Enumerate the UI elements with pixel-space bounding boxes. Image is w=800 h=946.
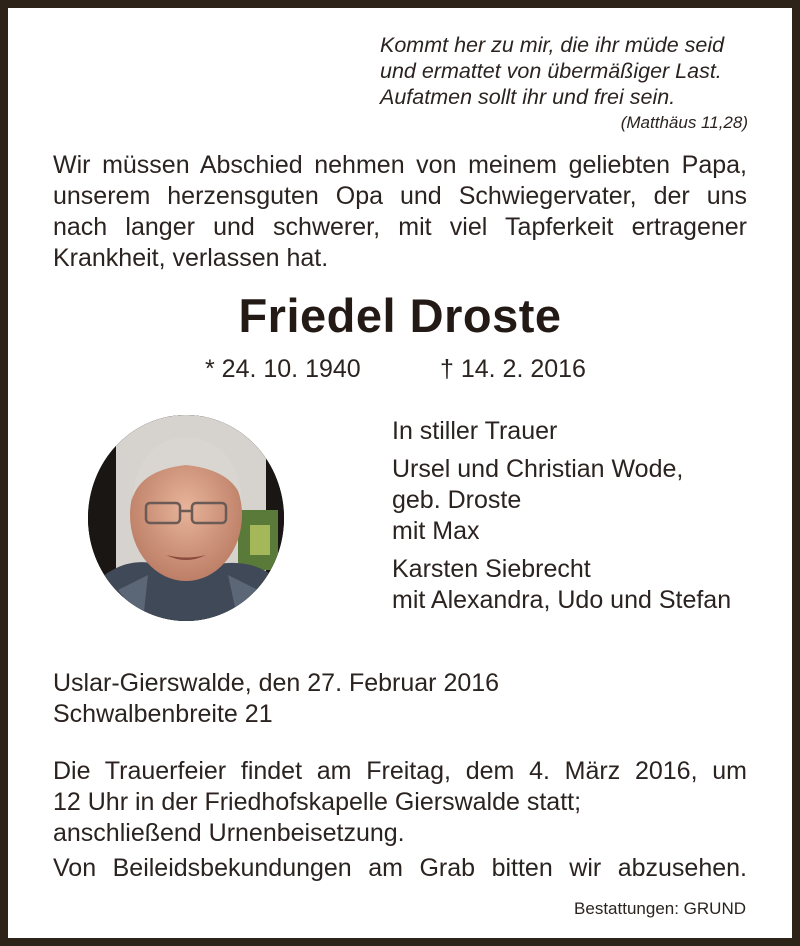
- mourner-line: Ursel und Christian Wode,: [392, 455, 684, 483]
- funeral-home: Bestattungen: GRUND: [574, 899, 746, 918]
- mourning-label: In stiller Trauer: [392, 417, 558, 445]
- bible-quote: [380, 32, 750, 134]
- condolence-note: Von Beileidsbekundungen am Grab bitten wir abzusehen.: [53, 854, 747, 882]
- mourner-line: mit Alexandra, Udo und Stefan: [392, 586, 732, 614]
- mourners: [392, 416, 772, 623]
- deceased-name: Friedel Droste: [238, 289, 562, 342]
- birth-date: * 24. 10. 1940: [205, 355, 361, 383]
- mourner-line: mit Max: [392, 517, 480, 545]
- ceremony-line: anschließend Urnenbeisetzung.: [53, 819, 405, 847]
- ceremony-line: 12 Uhr in der Friedhofskapelle Gierswalde statt;: [53, 788, 582, 816]
- portrait-illustration: [88, 415, 284, 621]
- place-date: Uslar-Gierswalde, den 27. Februar 2016: [53, 669, 500, 697]
- intro-text: [53, 150, 747, 274]
- address-block: [53, 668, 499, 730]
- intro-line: nach langer und schwerer, mit viel Tapferkeit ertragener: [53, 213, 747, 241]
- mourner-group-2: [392, 554, 772, 616]
- intro-line: Krankheit, verlassen hat.: [53, 244, 329, 272]
- ceremony-text: [53, 756, 747, 849]
- quote-line: und ermattet von übermäßiger Last.: [380, 59, 722, 83]
- quote-reference: (Matthäus 11,28): [620, 113, 748, 132]
- ceremony-line: Die Trauerfeier findet am Freitag, dem 4. März 2016, um: [53, 757, 747, 785]
- intro-line: unserem herzensguten Opa und Schwiegervater, der uns: [53, 182, 747, 210]
- quote-line: Kommt her zu mir, die ihr müde seid: [380, 33, 725, 57]
- death-date: † 14. 2. 2016: [440, 355, 586, 383]
- mourner-group-1: [392, 454, 772, 547]
- street-address: Schwalbenbreite 21: [53, 700, 273, 728]
- quote-line: Aufatmen sollt ihr und frei sein.: [380, 85, 676, 109]
- mourner-line: geb. Droste: [392, 486, 522, 514]
- intro-line: Wir müssen Abschied nehmen von meinem geliebten Papa,: [53, 151, 747, 179]
- mourner-line: Karsten Siebrecht: [392, 555, 591, 583]
- portrait-photo: [88, 415, 284, 621]
